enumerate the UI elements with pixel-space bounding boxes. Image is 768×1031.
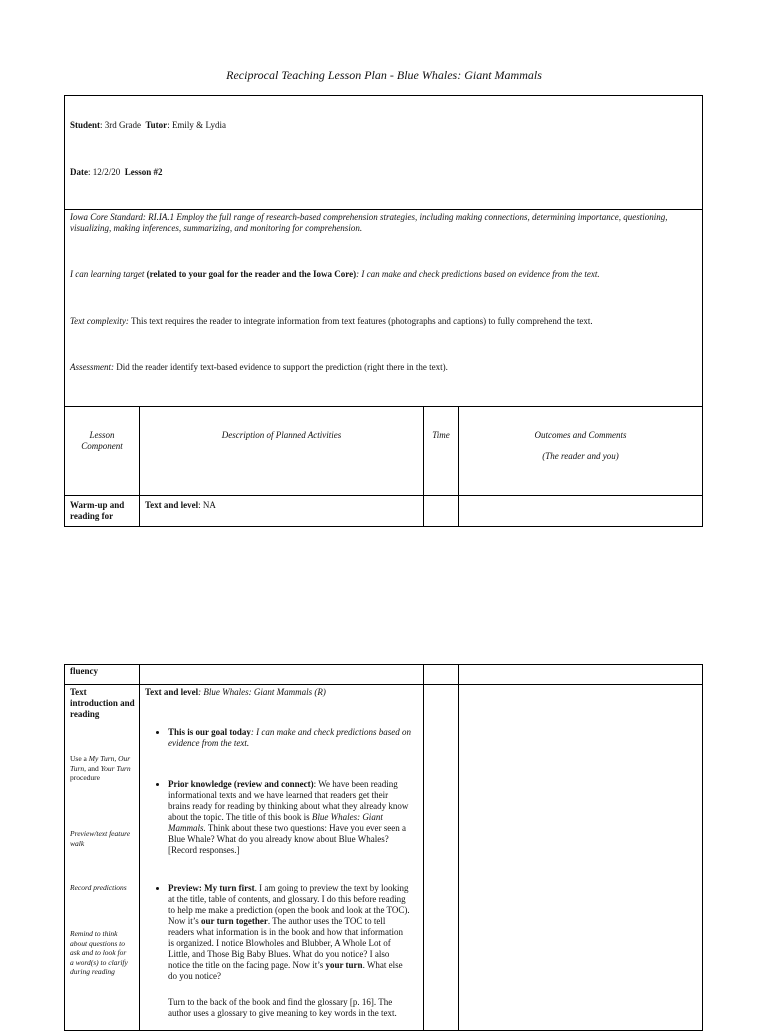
warmup-time [424, 496, 459, 527]
student-label: Student [70, 120, 101, 130]
learning-target: I can learning target (related to your goal for the reader and the Iowa Core): I can make and check predictions based on evidence from the text. [70, 269, 600, 279]
lesson-plan-table-bottom [64, 664, 703, 1031]
date-line [70, 167, 163, 178]
lesson-label: Lesson #2 [124, 167, 163, 177]
date-label: Date [70, 167, 88, 177]
side-note-preview: Preview/text feature walk [70, 829, 131, 848]
preview-bullet: • Preview: My turn first. I am going to preview the text by looking at the title, table of contents, and glossary. I do this before reading to help me make a prediction (open the book and look at the TOC). Now it’s our turn together. The author uses the TOC to tell readers what information is in the book and how that information is organized. I notice Blowholes and Blubber, A Whole Lot of Little, and Those Big Baby Blues. What do you notice? I also notice the title on the facing page. Now it’s your turn. What else do you notice? [140, 883, 411, 982]
tutor-value: : Emily & Lydia [167, 120, 226, 130]
intro-description: Text and level: Blue Whales: Giant Mammals (R) • This is our goal today: I can make and check predictions based on evidence from the text. • Prior knowledge (review and connect): We have been reading informational texts and we have learned that readers get their brains ready for reading by thinking about what they already know about the topic. The title of this book is Blue Whales: Giant Mammals. Think about these two questions: Have you ever seen a Blue Whale? What do you already know about Blue Whales? [Record responses.] • Preview: My turn first. I am going to preview the text by looking at the title, table of contents, and glossary. I do this before reading to help me make a prediction (open the book and look at the TOC). Now it’s our turn together. The author uses the TOC to tell readers what information is in the book and how that information is organized. I notice Blowholes and Blubber, A Whole Lot of Little, and Those Big Baby Blues. What do you notice? I also notice the title on the facing page. Now it’s your turn. What else do you notice? Turn to the back of the book and find the glossary [p. 16]. The author uses a glossary to give meaning to key words in the text. [140, 685, 424, 1031]
prior-knowledge-bullet: • Prior knowledge (review and connect): We have been reading informational texts and we have learned that readers get their brains ready for reading by thinking about what they already know about the topic. The title of this book is Blue Whales: Giant Mammals. Think about these two questions: Have you ever seen a Blue Whale? What do you already know about Blue Whales? [Record responses.] [140, 779, 411, 856]
warmup-description: Text and level: NA [140, 496, 424, 527]
warmup-component: Warm-up and reading for [65, 496, 140, 527]
side-note-predictions: Record predictions [70, 883, 127, 892]
student-value: : 3rd Grade [100, 120, 141, 130]
lesson-plan-table-top [64, 95, 703, 527]
tutor-label: Tutor [145, 120, 168, 130]
header-description: Description of Planned Activities [140, 407, 424, 496]
header-lesson-component: Lesson Component [65, 407, 140, 496]
student-line [70, 120, 226, 131]
standards-cell [65, 210, 703, 407]
header-outcomes: Outcomes and Comments (The reader and you) [459, 407, 703, 496]
intro-time [424, 685, 459, 1031]
header-time: Time [424, 407, 459, 496]
intro-outcomes [459, 685, 703, 1031]
side-note-remind: Remind to think about questions to ask and to look for a word(s) to clarify during reading [70, 929, 128, 976]
header-cell [65, 96, 703, 210]
glossary-paragraph: Turn to the back of the book and find the glossary [p. 16]. The author uses a glossary to give meaning to key words in the text. [168, 997, 397, 1018]
date-value: : 12/2/20 [88, 167, 121, 177]
fluency-component: fluency [65, 665, 140, 685]
document-title: Reciprocal Teaching Lesson Plan - Blue Whales: Giant Mammals [226, 68, 542, 82]
intro-component: Text introduction and reading Use a My Turn, Our Turn, and Your Turn procedure Preview/text feature walk Record predictions Remind to think about questions to ask and to look for a word(s) to clarify during reading [65, 685, 140, 1031]
warmup-outcomes [459, 496, 703, 527]
iowa-core-standard: Iowa Core Standard: RI.IA.1 Employ the full range of research-based comprehension strategies, including making connections, determining importance, questioning, visualizing, making inferences, summarizing, and monitoring for comprehension. [70, 212, 668, 233]
text-complexity: Text complexity: This text requires the reader to integrate information from text features (photographs and captions) to fully comprehend the text. [70, 316, 593, 326]
assessment: Assessment: Did the reader identify text-based evidence to support the prediction (right there in the text). [70, 362, 448, 372]
goal-bullet: • This is our goal today: I can make and check predictions based on evidence from the text. [140, 727, 411, 749]
side-note-turns: Use a My Turn, Our Turn, and Your Turn procedure [70, 754, 131, 782]
